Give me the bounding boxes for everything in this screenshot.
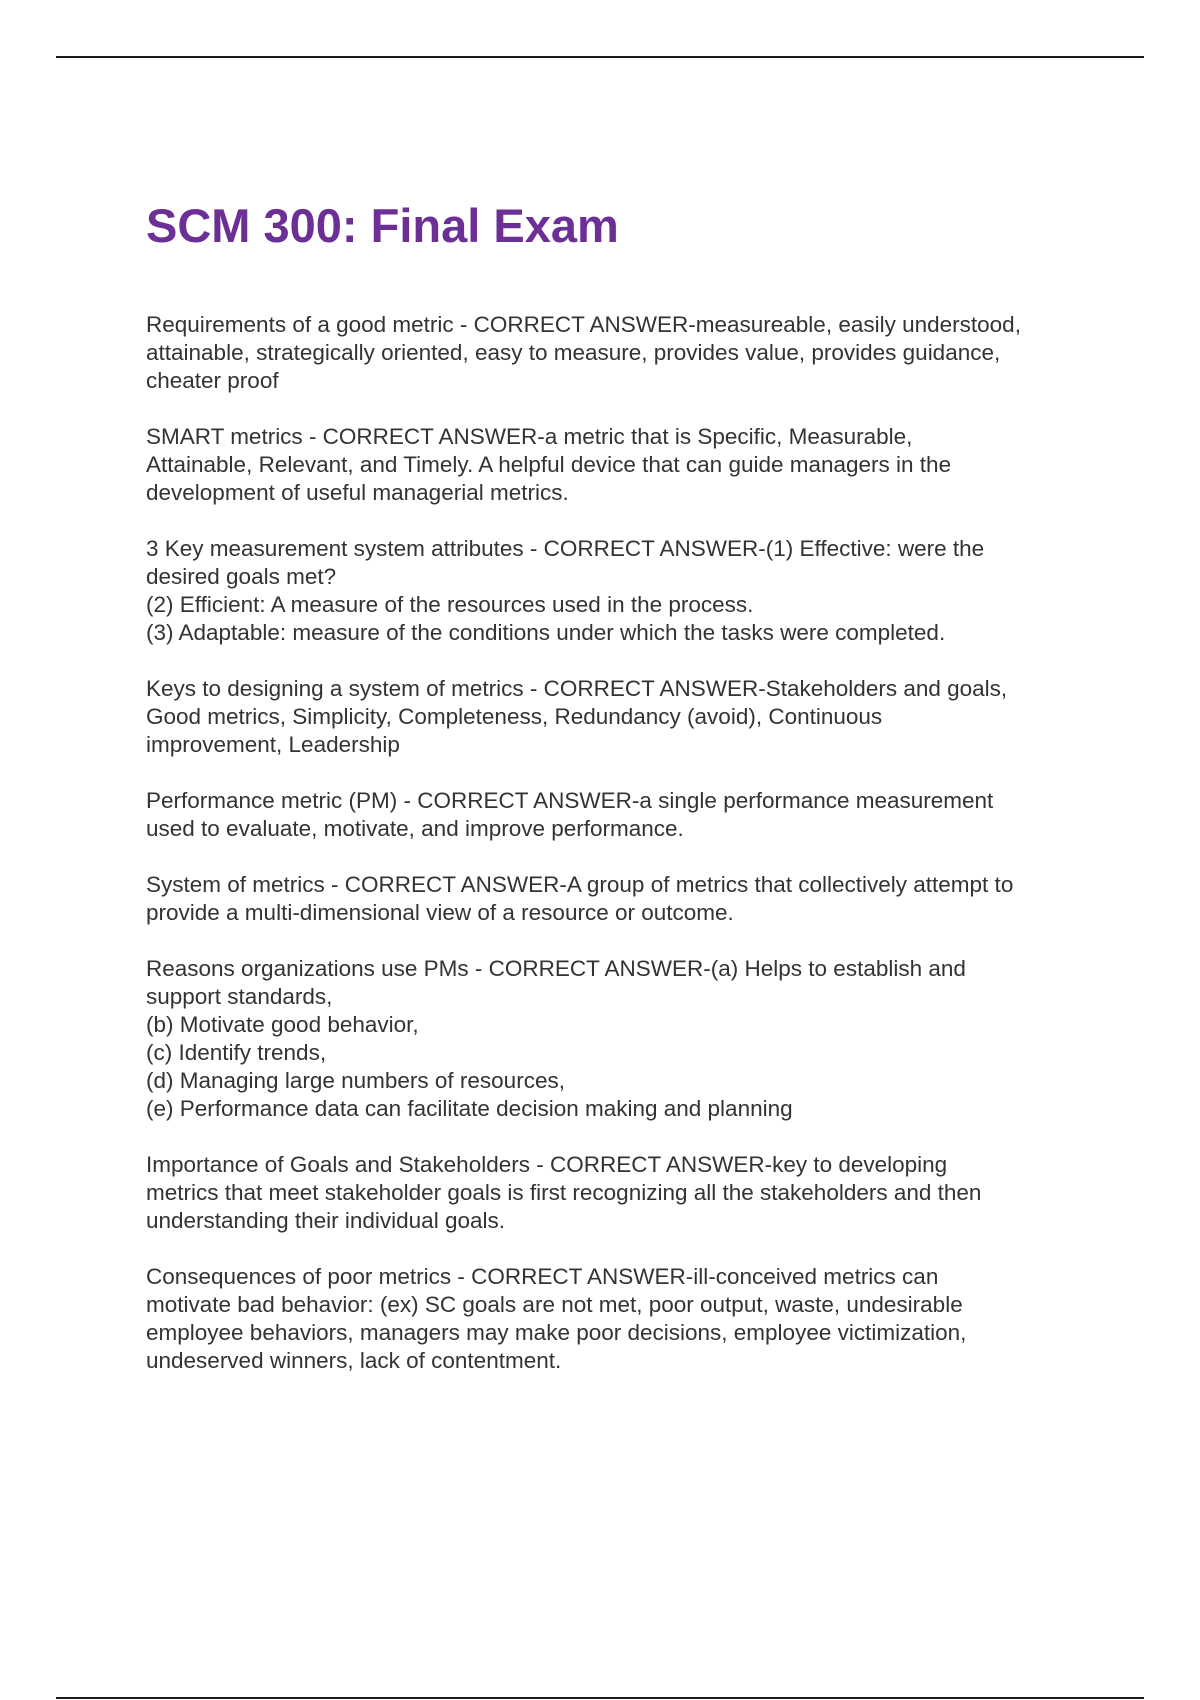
qa-entry-line: (b) Motivate good behavior,: [146, 1012, 419, 1037]
bottom-divider: [56, 1697, 1144, 1699]
qa-entry: [146, 423, 1106, 507]
qa-entry-line: (2) Efficient: A measure of the resources used in the process.: [146, 592, 754, 617]
qa-entry: [146, 675, 1106, 759]
qa-entry-line: metrics that meet stakeholder goals is first recognizing all the stakeholders and then: [146, 1180, 982, 1205]
qa-entry-line: System of metrics - CORRECT ANSWER-A group of metrics that collectively attempt to: [146, 872, 1014, 897]
qa-entry-line: used to evaluate, motivate, and improve performance.: [146, 816, 684, 841]
qa-entry: [146, 787, 1106, 843]
qa-entry-line: development of useful managerial metrics.: [146, 480, 569, 505]
qa-entry-line: (c) Identify trends,: [146, 1040, 327, 1065]
qa-entry: [146, 1263, 1106, 1375]
qa-entry-line: Good metrics, Simplicity, Completeness, Redundancy (avoid), Continuous: [146, 704, 883, 729]
qa-entry: [146, 311, 1106, 395]
qa-entry-line: 3 Key measurement system attributes - CORRECT ANSWER-(1) Effective: were the: [146, 536, 985, 561]
qa-entry-line: cheater proof: [146, 368, 279, 393]
qa-entry-line: Reasons organizations use PMs - CORRECT ANSWER-(a) Helps to establish and: [146, 956, 966, 981]
qa-entry-line: support standards,: [146, 984, 333, 1009]
qa-entry-line: motivate bad behavior: (ex) SC goals are not met, poor output, waste, undesirable: [146, 1292, 963, 1317]
qa-entry: [146, 871, 1106, 927]
qa-entry-line: understanding their individual goals.: [146, 1208, 505, 1233]
qa-entry-line: desired goals met?: [146, 564, 337, 589]
qa-entry: [146, 1151, 1106, 1235]
qa-list: [146, 311, 1106, 1403]
qa-entry-line: attainable, strategically oriented, easy to measure, provides value, provides guidance,: [146, 340, 1001, 365]
qa-entry-line: improvement, Leadership: [146, 732, 400, 757]
qa-entry-line: Attainable, Relevant, and Timely. A helpful device that can guide managers in the: [146, 452, 952, 477]
qa-entry-line: undeserved winners, lack of contentment.: [146, 1348, 562, 1373]
qa-entry-line: (d) Managing large numbers of resources,: [146, 1068, 565, 1093]
qa-entry-line: provide a multi-dimensional view of a resource or outcome.: [146, 900, 734, 925]
qa-entry-line: Requirements of a good metric - CORRECT ANSWER-measureable, easily understood,: [146, 312, 1021, 337]
qa-entry-line: SMART metrics - CORRECT ANSWER-a metric that is Specific, Measurable,: [146, 424, 913, 449]
qa-entry-line: (e) Performance data can facilitate decision making and planning: [146, 1096, 793, 1121]
qa-entry: [146, 535, 1106, 647]
top-divider: [56, 56, 1144, 58]
qa-entry-line: Keys to designing a system of metrics - CORRECT ANSWER-Stakeholders and goals,: [146, 676, 1008, 701]
qa-entry-line: employee behaviors, managers may make poor decisions, employee victimization,: [146, 1320, 967, 1345]
qa-entry-line: Consequences of poor metrics - CORRECT ANSWER-ill-conceived metrics can: [146, 1264, 939, 1289]
qa-entry-line: Importance of Goals and Stakeholders - CORRECT ANSWER-key to developing: [146, 1152, 948, 1177]
qa-entry-line: (3) Adaptable: measure of the conditions under which the tasks were completed.: [146, 620, 946, 645]
qa-entry-line: Performance metric (PM) - CORRECT ANSWER-a single performance measurement: [146, 788, 994, 813]
page-title: SCM 300: Final Exam: [146, 199, 619, 252]
qa-entry: [146, 955, 1106, 1123]
